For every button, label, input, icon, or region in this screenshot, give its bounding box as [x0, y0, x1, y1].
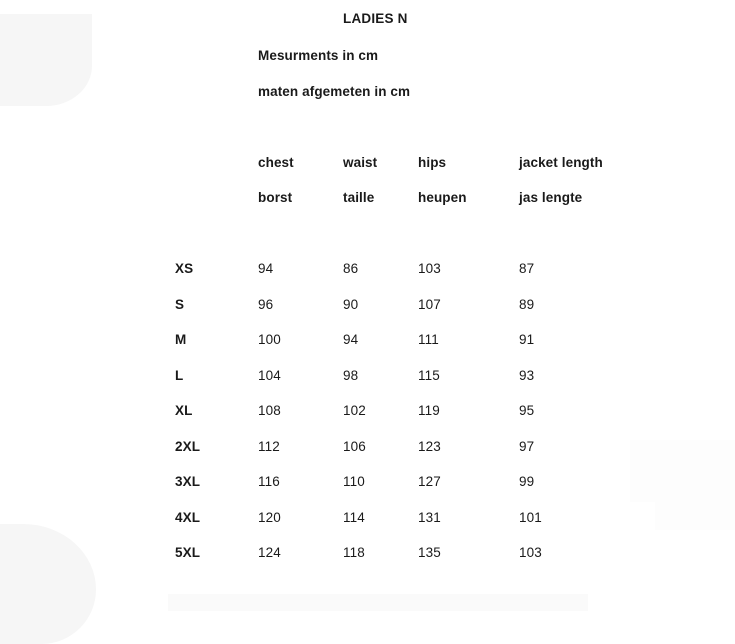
cell-size-xl: XL	[175, 403, 193, 418]
cell-size-5xl: 5XL	[175, 545, 201, 560]
subtitle-dutch: maten afgemeten in cm	[258, 84, 411, 99]
column-header-jacket-length-en: jacket length	[519, 155, 603, 170]
cell-chest-m: 100	[258, 332, 281, 347]
cell-hips-2xl: 123	[418, 438, 441, 454]
cell-jacket-length-xs: 87	[519, 261, 535, 276]
cell-jacket-length-3xl: 99	[519, 474, 535, 489]
cell-size-m: M	[175, 332, 187, 347]
table-row	[0, 261, 735, 283]
cell-jacket-length-5xl: 103	[519, 545, 542, 560]
cell-jacket-length-2xl: 97	[519, 438, 535, 454]
column-header-waist-en: waist	[343, 155, 378, 170]
table-header-row-english	[0, 155, 735, 175]
cell-waist-2xl: 106	[343, 438, 366, 454]
column-header-hips-en: hips	[418, 155, 447, 170]
column-header-chest-en: chest	[258, 155, 294, 170]
cell-size-4xl: 4XL	[175, 509, 201, 525]
cell-size-xs: XS	[175, 261, 194, 276]
cell-hips-xs: 103	[418, 261, 441, 276]
cell-chest-3xl: 116	[258, 474, 280, 489]
cell-chest-5xl: 124	[258, 545, 281, 560]
cell-jacket-length-xl: 95	[519, 403, 535, 418]
cell-hips-m: 111	[418, 332, 439, 347]
cell-size-l: L	[175, 367, 184, 383]
cell-waist-3xl: 110	[343, 474, 365, 489]
cell-chest-2xl: 112	[258, 438, 280, 454]
table-row	[0, 545, 735, 567]
table-row	[0, 510, 735, 532]
page-title: LADIES N	[343, 11, 408, 26]
cell-size-3xl: 3XL	[175, 474, 201, 489]
cell-size-s: S	[175, 296, 185, 312]
cell-jacket-length-s: 89	[519, 296, 535, 312]
cell-chest-xl: 108	[258, 403, 281, 418]
cell-waist-l: 98	[343, 367, 359, 383]
column-header-chest-nl: borst	[258, 190, 293, 205]
cell-size-2xl: 2XL	[175, 438, 201, 454]
cell-waist-m: 94	[343, 332, 359, 347]
cell-hips-xl: 119	[418, 403, 440, 418]
cell-jacket-length-l: 93	[519, 367, 535, 383]
table-row	[0, 439, 735, 461]
table-row	[0, 368, 735, 390]
table-row	[0, 474, 735, 496]
cell-hips-l: 115	[418, 367, 440, 383]
table-row	[0, 297, 735, 319]
cell-waist-4xl: 114	[343, 509, 365, 525]
table-row	[0, 403, 735, 425]
subtitle-english: Mesurments in cm	[258, 48, 379, 63]
cell-chest-s: 96	[258, 296, 274, 312]
cell-hips-s: 107	[418, 296, 441, 312]
cell-waist-s: 90	[343, 296, 359, 312]
cell-jacket-length-4xl: 101	[519, 509, 542, 525]
cell-jacket-length-m: 91	[519, 332, 535, 347]
table-row	[0, 332, 735, 354]
cell-waist-xl: 102	[343, 403, 366, 418]
table-header-row-dutch	[0, 190, 735, 210]
cell-hips-4xl: 131	[418, 509, 441, 525]
cell-waist-xs: 86	[343, 261, 359, 276]
column-header-jacket-length-nl: jas lengte	[519, 190, 583, 205]
column-header-hips-nl: heupen	[418, 190, 467, 205]
cell-hips-5xl: 135	[418, 545, 441, 560]
cell-hips-3xl: 127	[418, 474, 441, 489]
cell-waist-5xl: 118	[343, 545, 365, 560]
cell-chest-l: 104	[258, 367, 281, 383]
cell-chest-4xl: 120	[258, 509, 281, 525]
cell-chest-xs: 94	[258, 261, 274, 276]
column-header-waist-nl: taille	[343, 190, 375, 205]
